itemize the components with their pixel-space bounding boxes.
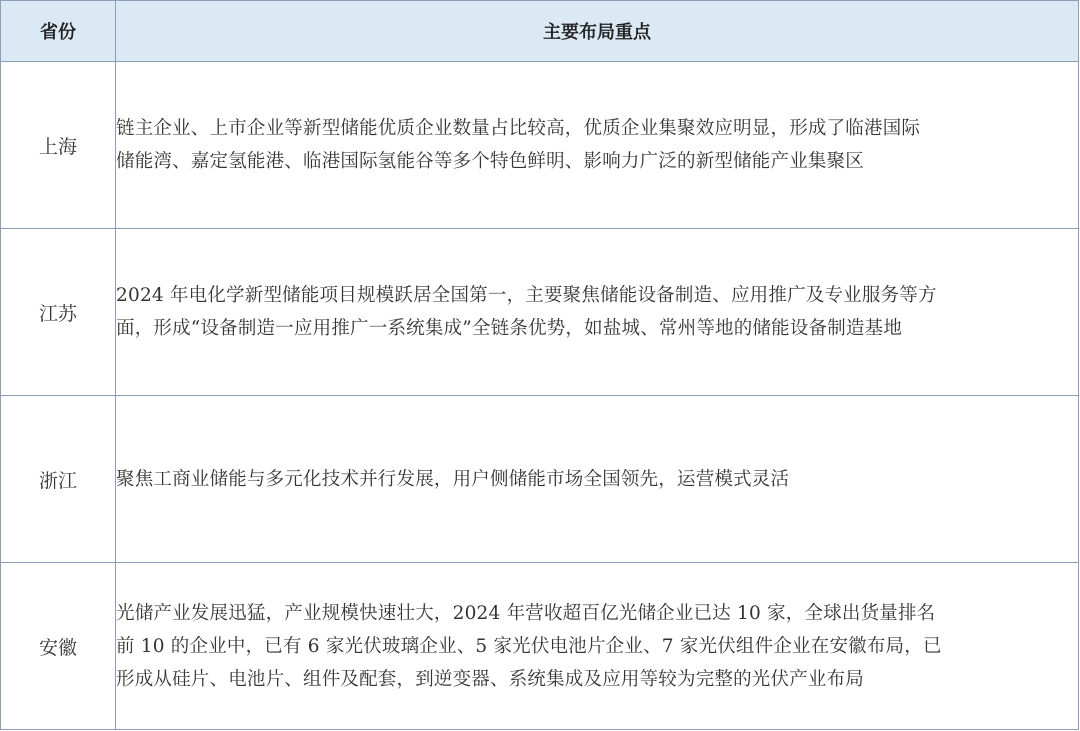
header-province: 省份 bbox=[1, 1, 116, 62]
focus-cell bbox=[116, 563, 1079, 730]
focus-line: 储能湾、嘉定氢能港、临港国际氢能谷等多个特色鲜明、影响力广泛的新型储能产业集聚区 bbox=[116, 151, 865, 172]
table-row bbox=[1, 229, 1079, 396]
table-header-row bbox=[1, 1, 1079, 62]
province-cell: 安徽 bbox=[1, 563, 116, 730]
focus-line: 形成从硅片、电池片、组件及配套，到逆变器、系统集成及应用等较为完整的光伏产业布局 bbox=[116, 668, 865, 690]
focus-line: 面，形成“设备制造一应用推广一系统集成”全链条优势，如盐城、常州等地的储能设备制造基地 bbox=[116, 318, 903, 339]
focus-line: 2024 年电化学新型储能项目规模跃居全国第一，主要聚焦储能设备制造、应用推广及专业服务等方 bbox=[116, 285, 937, 306]
table-row bbox=[1, 396, 1079, 563]
header-focus: 主要布局重点 bbox=[116, 1, 1079, 62]
focus-cell bbox=[116, 229, 1079, 396]
focus-line: 链主企业、上市企业等新型储能优质企业数量占比较高，优质企业集聚效应明显，形成了临港国际 bbox=[116, 118, 921, 139]
table-row bbox=[1, 563, 1079, 730]
focus-line: 光储产业发展迅猛，产业规模快速壮大，2024 年营收超百亿光储企业已达 10 家，全球出货量排名 bbox=[116, 602, 936, 624]
focus-cell bbox=[116, 62, 1079, 229]
focus-cell bbox=[116, 396, 1079, 563]
province-cell: 浙江 bbox=[1, 396, 116, 563]
focus-line: 前 10 的企业中，已有 6 家光伏玻璃企业、5 家光伏电池片企业、7 家光伏组件企业在安徽布局，已 bbox=[116, 635, 942, 657]
table-row bbox=[1, 62, 1079, 229]
province-cell: 江苏 bbox=[1, 229, 116, 396]
focus-line: 聚焦工商业储能与多元化技术并行发展，用户侧储能市场全国领先，运营模式灵活 bbox=[116, 468, 790, 490]
province-cell: 上海 bbox=[1, 62, 116, 229]
